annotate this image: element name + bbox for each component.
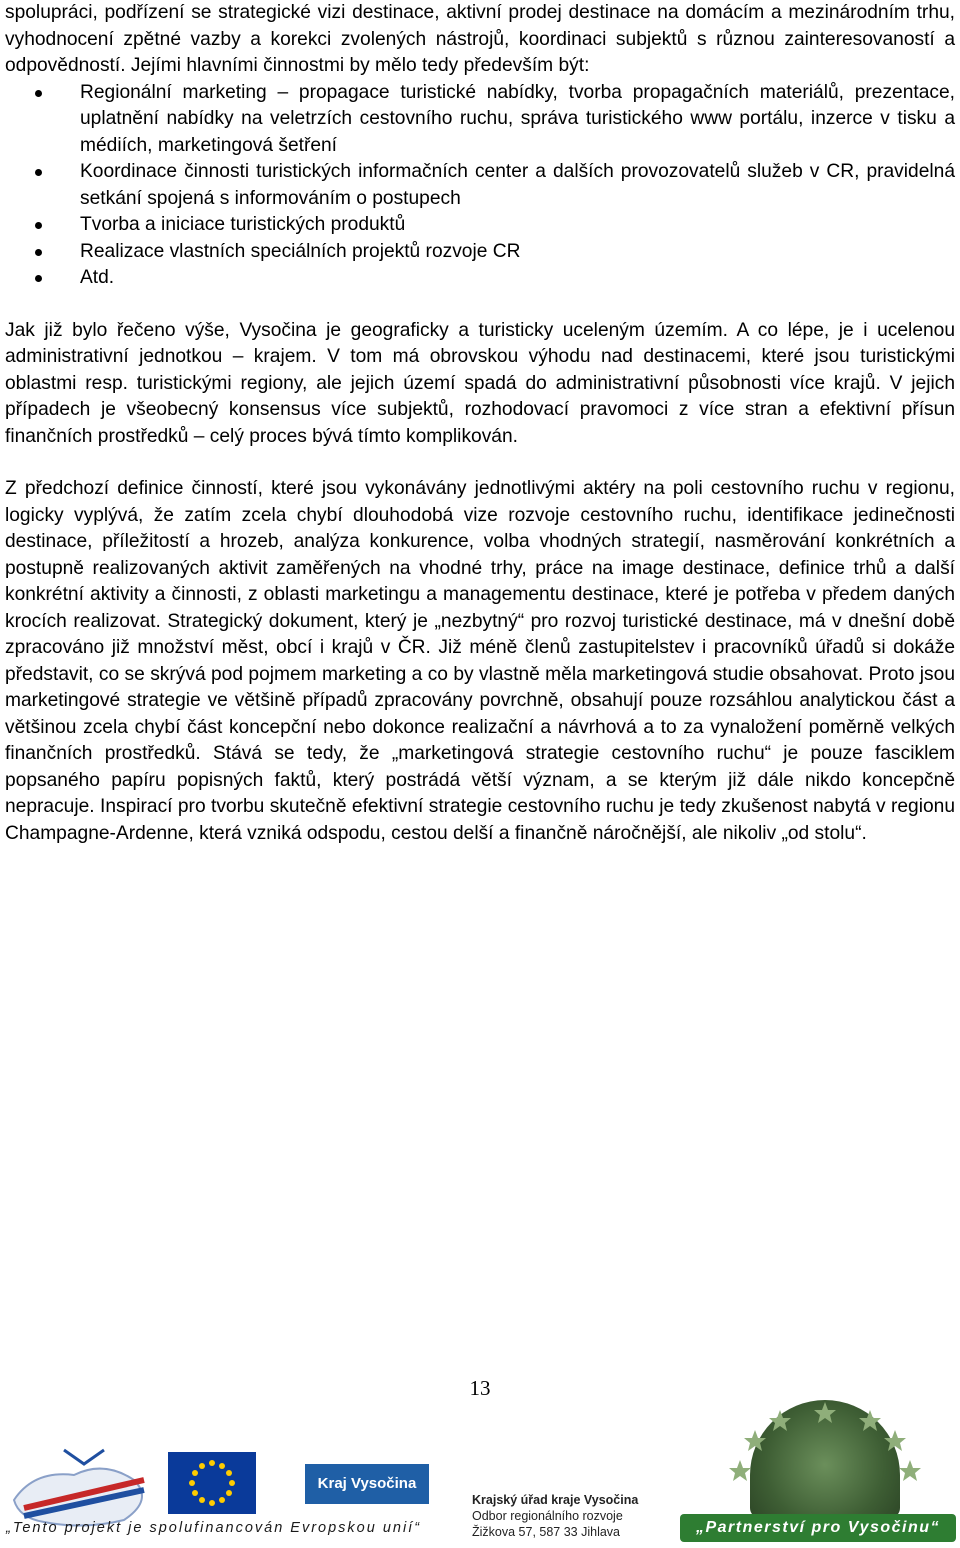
- list-item-text: Realizace vlastních speciálních projektů rozvoje CR: [80, 240, 521, 262]
- paragraph-strategy: Z předchozí definice činností, které jsou vykonávány jednotlivými aktéry na poli cestovního ruchu v regionu, logicky vyplývá, že zatím zcela chybí dlouhodobá vize rozvoje cestovního ruchu, identifikace jedinečnosti destinace, příležitostí a hrozeb, analýza konkurence, volba vhodných strategií, nasměrování konkrétních a postupně realizovaných aktivit zaměřených na vhodné trhy, práce na image destinace, definice trhů a další konkrétní aktivity a činnosti, z oblasti marketingu a managementu destinace, které je potřeba v předem daných krocích realizovat. Strategický dokument, který je „nezbytný“ pro rozvoj turistické destinace, má v dnešní době zpracováno již množství měst, obcí i krajů v ČR. Již méně členů zastupitelstev i pracovníků úřadů si dokáže představit, co se skrývá pod pojmem marketing a co by vlastně měla marketingová studie obsahovat. Proto jsou marketingové strategie ve většině případů zpracovány povrchně, obsahují pouze rozsáhlou analytickou část a většinou zcela chybí část koncepční nebo dokonce realizační a návrhová a to za vynaložení poměrně velkých finančních prostředků. Stává se tedy, že „marketingová strategie cestovního ruchu“ je pouze fasciklem popsaného papíru popisných faktů, který postrádá větší význam, a se kterým již dále nikdo koncepčně nepracuje. Inspirací pro tvorbu skutečně efektivní strategie cestovního ruchu je tedy zkušenost nabytá v regionu Champagne-Ardenne, která vzniká odspodu, cestou delší a finančně náročnější, ale nikoliv „od stolu“.: [5, 478, 955, 844]
- list-item: [5, 212, 955, 239]
- page-number: 13: [469, 1376, 491, 1400]
- list-item-text: Koordinace činnosti turistických informačních center a dalších provozovatelů služeb v CR, pravidelná setkání spojená s informováním o postupech: [80, 161, 955, 209]
- bullet-icon: [35, 222, 42, 229]
- stars-arc-icon: [680, 1400, 960, 1518]
- spacer: [5, 292, 955, 318]
- list-item: [5, 265, 955, 292]
- kraj-vysocina-logo: Kraj Vysočina: [305, 1464, 429, 1504]
- bullet-icon: [35, 90, 42, 97]
- eu-flag-icon: [168, 1452, 256, 1514]
- activities-list: [5, 80, 955, 292]
- list-item: [5, 239, 955, 266]
- paragraph-vysocina: Jak již bylo řečeno výše, Vysočina je geograficky a turisticky uceleným územím. A co lépe, je i ucelenou administrativní jednotkou – krajem. V tom má obrovskou výhodu nad destinacemi, které jsou turistickými oblastmi resp. turistickými regiony, ale jejich území spadá do administrativní působnosti více krajů. V jejich případech je všeobecný konsensus více subjektů, rozhodovací pravomoci z více stran a efektivní přísun finančních prostředků – celý proces bývá tímto komplikován.: [5, 319, 955, 447]
- document-body: [5, 0, 955, 847]
- spacer: [5, 450, 955, 476]
- partnership-logo: [680, 1400, 960, 1544]
- office-street: Žižkova 57, 587 33 Jihlava: [472, 1525, 621, 1539]
- footer: [0, 1400, 960, 1544]
- list-item-text: Atd.: [80, 267, 115, 288]
- list-item: [5, 80, 955, 160]
- eu-stars-icon: [168, 1452, 256, 1514]
- partnership-band: „Partnerství pro Vysočinu“: [680, 1514, 956, 1542]
- office-address: [472, 1492, 638, 1540]
- office-department: Odbor regionálního rozvoje: [472, 1509, 623, 1523]
- bullet-icon: [35, 169, 42, 176]
- list-item: [5, 159, 955, 212]
- list-item-text: Regionální marketing – propagace turistické nabídky, tvorba propagačních materiálů, prezentace, uplatnění nabídky na veletrzích cestovního ruchu, správa turistického www portálu, inzerce v tisku a médiích, marketingová šetření: [80, 81, 955, 156]
- bullet-icon: [35, 249, 42, 256]
- intro-paragraph: spolupráci, podřízení se strategické vizi destinace, aktivní prodej destinace na domácím a mezinárodním trhu, vyhodnocení zpětné vazby a korekci zvolených nástrojů, koordinaci subjektů s různou zainteresovaností a odpovědností. Jejími hlavními činnostmi by mělo tedy především být:: [5, 2, 955, 76]
- footer-motto: „Tento projekt je spolufinancován Evropskou unií“: [6, 1520, 422, 1536]
- office-name: Krajský úřad kraje Vysočina: [472, 1493, 639, 1507]
- bullet-icon: [35, 275, 42, 282]
- list-item-text: Tvorba a iniciace turistických produktů: [80, 214, 406, 235]
